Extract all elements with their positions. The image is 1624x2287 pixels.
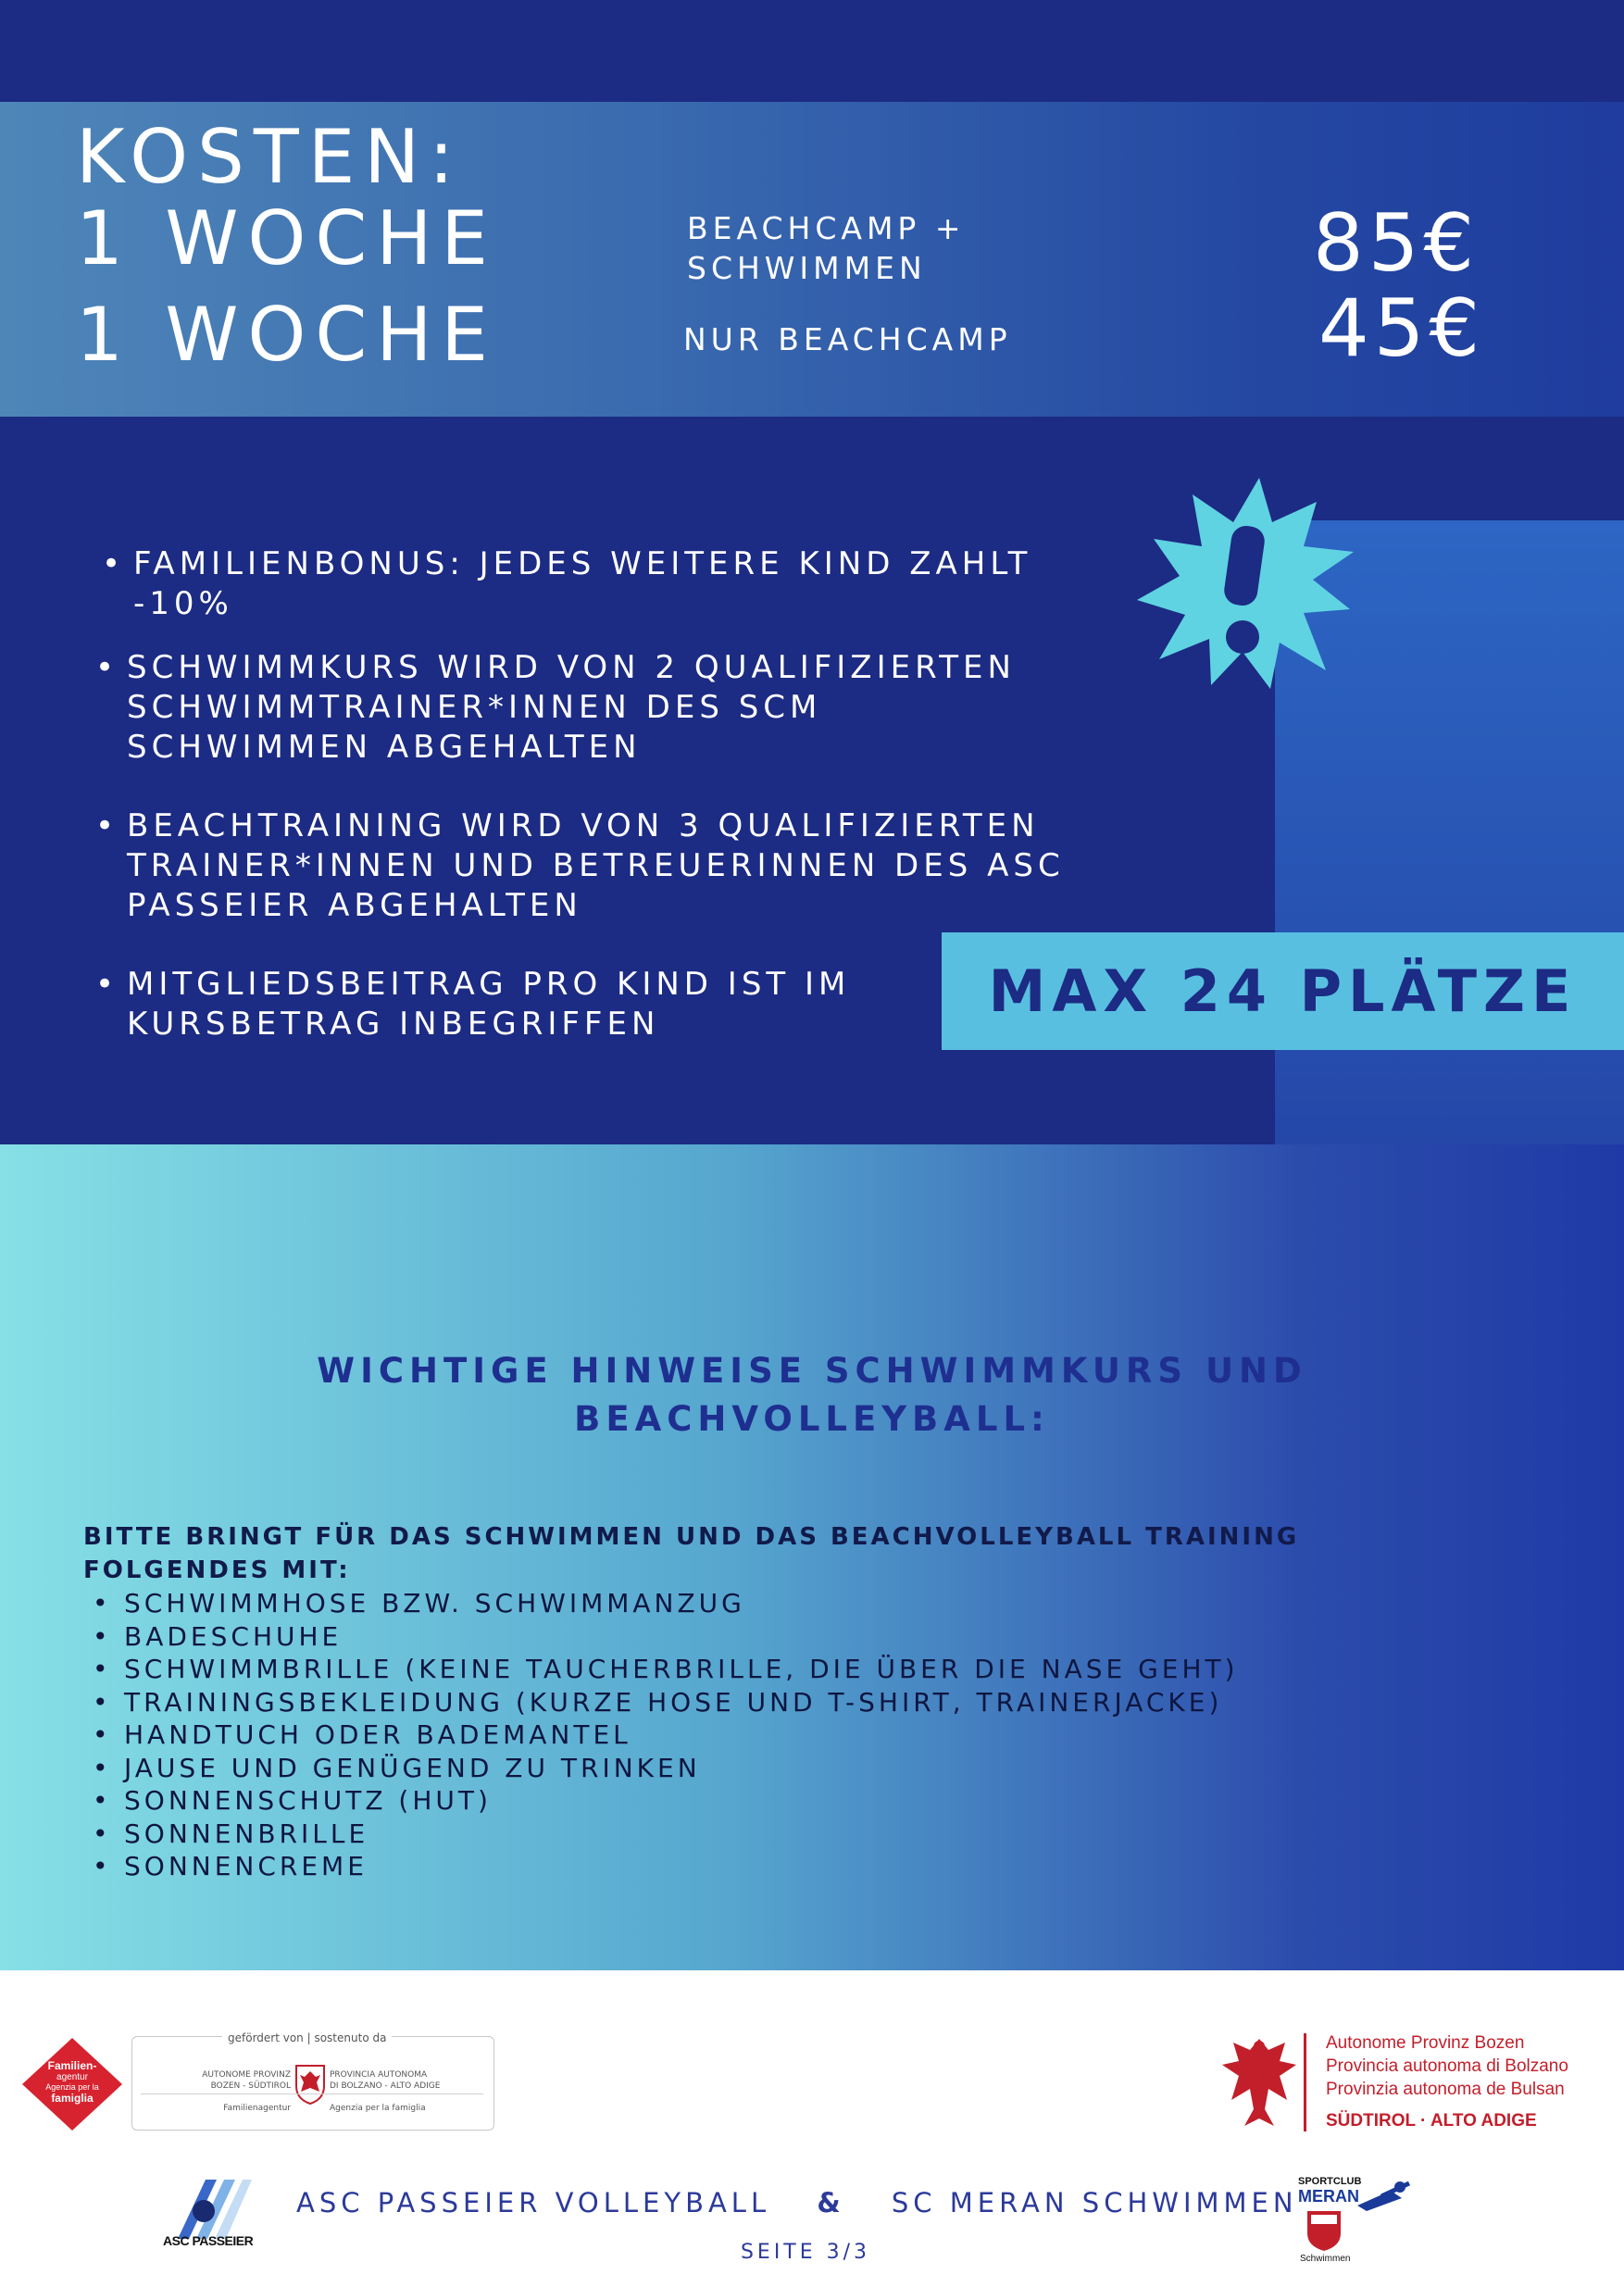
bullet-line: BEACHTRAINING WIRD VON 3 QUALIFIZIERTEN xyxy=(127,807,1040,844)
province-eagle-icon xyxy=(1220,2033,1298,2130)
club-ampersand: & xyxy=(817,2187,845,2218)
hints-heading-line1: WICHTIGE HINWEISE SCHWIMMKURS UND xyxy=(317,1351,1307,1391)
sponsor-divider xyxy=(141,2093,483,2094)
bullet-line: PASSEIER ABGEHALTEN xyxy=(127,887,582,924)
bullet-dot: • xyxy=(102,545,126,582)
packing-list-heading xyxy=(83,1520,1565,1587)
club-right: SC MERAN SCHWIMMEN xyxy=(891,2187,1298,2218)
bullet-line: MITGLIEDSBEITRAG PRO KIND IST IM xyxy=(127,966,851,1003)
meran-logo-line3: Schwimmen xyxy=(1300,2254,1351,2264)
list-item: • JAUSE UND GENÜGEND ZU TRINKEN xyxy=(93,1752,701,1783)
swimmer-icon xyxy=(1354,2178,1415,2215)
bullet-line: SCHWIMMKURS WIRD VON 2 QUALIFIZIERTEN xyxy=(127,649,1016,686)
list-item: • SCHWIMMHOSE BZW. SCHWIMMANZUG xyxy=(93,1588,745,1618)
meran-logo-line1: SPORTCLUB xyxy=(1298,2176,1362,2187)
bullet-schwimmkurs xyxy=(95,648,1127,768)
hints-heading-line2: BEACHVOLLEYBALL: xyxy=(574,1399,1050,1439)
cost-desc-1-line2: SCHWIMMEN xyxy=(687,250,927,286)
province-name-it: Provincia autonoma di Bolzano xyxy=(1326,2056,1568,2076)
list-item: • HANDTUCH ODER BADEMANTEL xyxy=(93,1719,631,1750)
list-item: • BADESCHUHE xyxy=(93,1620,343,1652)
bullet-line: KURSBETRAG INBEGRIFFEN xyxy=(127,1006,660,1043)
sponsor-caption: gefördert von | sostenuto da xyxy=(222,2032,392,2044)
list-item: • SCHWIMMBRILLE (KEINE TAUCHERBRILLE, DIE ÜBER DIE NASE GEHT) xyxy=(93,1654,1239,1684)
province-divider xyxy=(1304,2033,1306,2131)
asc-logo-text: ASC PASSEIER xyxy=(163,2233,254,2248)
south-tyrol-eagle-icon xyxy=(294,2064,326,2105)
club-left: ASC PASSEIER VOLLEYBALL xyxy=(296,2187,771,2218)
page-number: SEITE 3/3 xyxy=(740,2241,871,2264)
bullet-familienbonus xyxy=(102,544,1115,624)
bullet-line: FAMILIENBONUS: JEDES WEITERE KIND ZAHLT xyxy=(133,545,1032,582)
list-item: • SONNENCREME xyxy=(93,1851,368,1881)
bullet-line: TRAINER*INNEN UND BETREUERINNEN DES ASC xyxy=(127,847,1065,884)
cost-desc-2: NUR BEACHCAMP xyxy=(683,321,1012,357)
bullet-dot: • xyxy=(95,966,119,1003)
familienagentur-logo-text: Familien- agentur Agenzia per la famiglia xyxy=(45,2059,99,2105)
hints-heading xyxy=(185,1347,1439,1443)
bullet-line: SCHWIMMTRAINER*INNEN DES SCM xyxy=(127,689,822,726)
bullet-mitgliedsbeitrag xyxy=(95,965,923,1044)
max-places-badge: MAX 24 PLÄTZE xyxy=(942,932,1624,1050)
list-item: • SONNENBRILLE xyxy=(93,1818,369,1849)
cost-duration-2: 1 WOCHE xyxy=(76,292,497,378)
cost-title: KOSTEN: xyxy=(76,114,464,200)
price-1: 85€ xyxy=(1313,197,1480,290)
list-item: • TRAININGSBEKLEIDUNG (KURZE HOSE UND T-SHIRT, TRAINERJACKE) xyxy=(93,1686,1223,1718)
packing-list-heading-line2: FOLGENDES MIT: xyxy=(83,1556,351,1584)
meran-crest-icon xyxy=(1305,2209,1343,2252)
province-name-de: Autonome Provinz Bozen xyxy=(1326,2033,1525,2053)
asc-stripes-icon xyxy=(161,2176,254,2241)
sponsor-box xyxy=(20,2032,494,2134)
bullet-line: SCHWIMMEN ABGEHALTEN xyxy=(127,729,642,766)
sponsor-prov-it: PROVINCIA AUTONOMA DI BOLZANO - ALTO ADIGE Agenzia per la famiglia xyxy=(330,2070,441,2113)
bullet-line: -10% xyxy=(133,585,233,622)
packing-list-heading-line1: BITTE BRINGT FÜR DAS SCHWIMMEN UND DAS BEACHVOLLEYBALL TRAINING xyxy=(83,1523,1300,1551)
province-region: SÜDTIROL · ALTO ADIGE xyxy=(1326,2111,1537,2131)
meran-logo-line2: MERAN xyxy=(1298,2187,1359,2206)
cost-desc-1-line1: BEACHCAMP + xyxy=(687,210,966,246)
asc-passeier-logo xyxy=(161,2176,254,2265)
price-2: 45€ xyxy=(1318,282,1485,375)
list-item: • SONNENSCHUTZ (HUT) xyxy=(93,1785,492,1816)
bullet-beachtraining xyxy=(95,806,1145,926)
footer-clubs xyxy=(296,2187,1298,2218)
sponsor-prov-de: AUTONOME PROVINZ BOZEN - SÜDTIROL Familienagentur xyxy=(202,2070,291,2113)
province-name-lad: Provinzia autonoma de Bulsan xyxy=(1326,2080,1565,2099)
exclamation-starburst-icon xyxy=(1131,470,1357,693)
cost-duration-1: 1 WOCHE xyxy=(76,195,497,281)
bullet-dot: • xyxy=(95,807,119,844)
sportclub-meran-logo xyxy=(1296,2174,1417,2267)
packing-list xyxy=(91,1587,1480,1883)
bullet-dot: • xyxy=(95,649,119,686)
